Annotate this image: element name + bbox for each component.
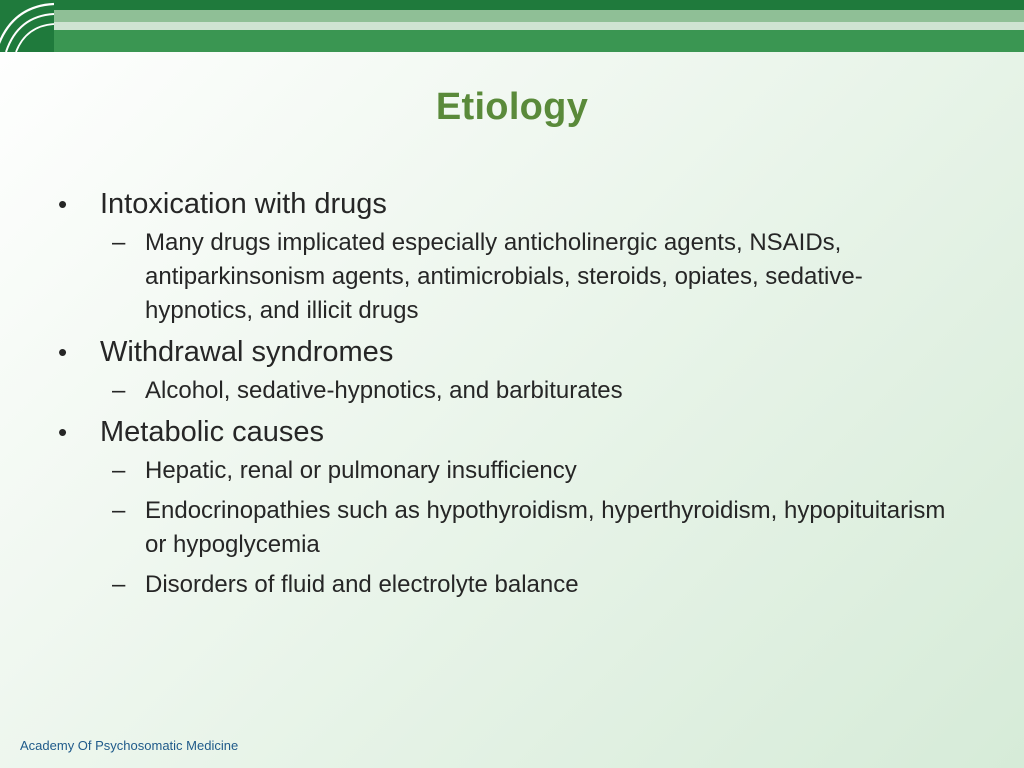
- header-stripe-medium: [54, 30, 1024, 52]
- bullet-list: [58, 186, 958, 608]
- sub-list: [100, 374, 958, 408]
- bullet-text: Withdrawal syndromes: [100, 336, 394, 368]
- sub-bullet-text: Hepatic, renal or pulmonary insufficiency: [145, 457, 577, 484]
- dash-icon: –: [112, 497, 126, 524]
- header-stripe-dark: [54, 0, 1024, 10]
- header-stripe-pale: [54, 22, 1024, 30]
- logo-arcs-icon: [0, 0, 54, 52]
- bullet-text: Metabolic causes: [100, 416, 325, 448]
- sub-list: [100, 226, 958, 328]
- sub-bullet-item: [100, 374, 958, 408]
- bullet-item: [58, 186, 958, 328]
- sub-bullet-text: Endocrinopathies such as hypothyroidism, hyperthyroidism, hypopituitarism or hypoglycemia: [145, 497, 946, 558]
- sub-bullet-item: [100, 454, 958, 488]
- dash-icon: –: [112, 457, 126, 484]
- sub-bullet-item: [100, 226, 958, 328]
- sub-bullet-text: Many drugs implicated especially anticholinergic agents, NSAIDs, antiparkinsonism agents, antimicrobials, steroids, opiates, sedative-hypnotics, and illicit drugs: [145, 229, 863, 324]
- footer-text: Academy Of Psychosomatic Medicine: [20, 738, 239, 753]
- sub-bullet-text: Disorders of fluid and electrolyte balance: [145, 571, 579, 598]
- bullet-text: Intoxication with drugs: [100, 188, 387, 220]
- sub-bullet-text: Alcohol, sedative-hypnotics, and barbiturates: [145, 377, 623, 404]
- sub-list: [100, 454, 958, 602]
- bullet-icon: •: [58, 189, 68, 219]
- dash-icon: –: [112, 229, 126, 256]
- bullet-icon: •: [58, 337, 68, 367]
- header-stripe-light: [54, 10, 1024, 22]
- dash-icon: –: [112, 571, 126, 598]
- bullet-icon: •: [58, 417, 68, 447]
- sub-bullet-item: [100, 494, 958, 562]
- header-band: [0, 0, 1024, 52]
- slide-title: Etiology: [435, 86, 589, 128]
- bullet-item: [58, 414, 958, 602]
- dash-icon: –: [112, 377, 126, 404]
- sub-bullet-item: [100, 568, 958, 602]
- bullet-item: [58, 334, 958, 408]
